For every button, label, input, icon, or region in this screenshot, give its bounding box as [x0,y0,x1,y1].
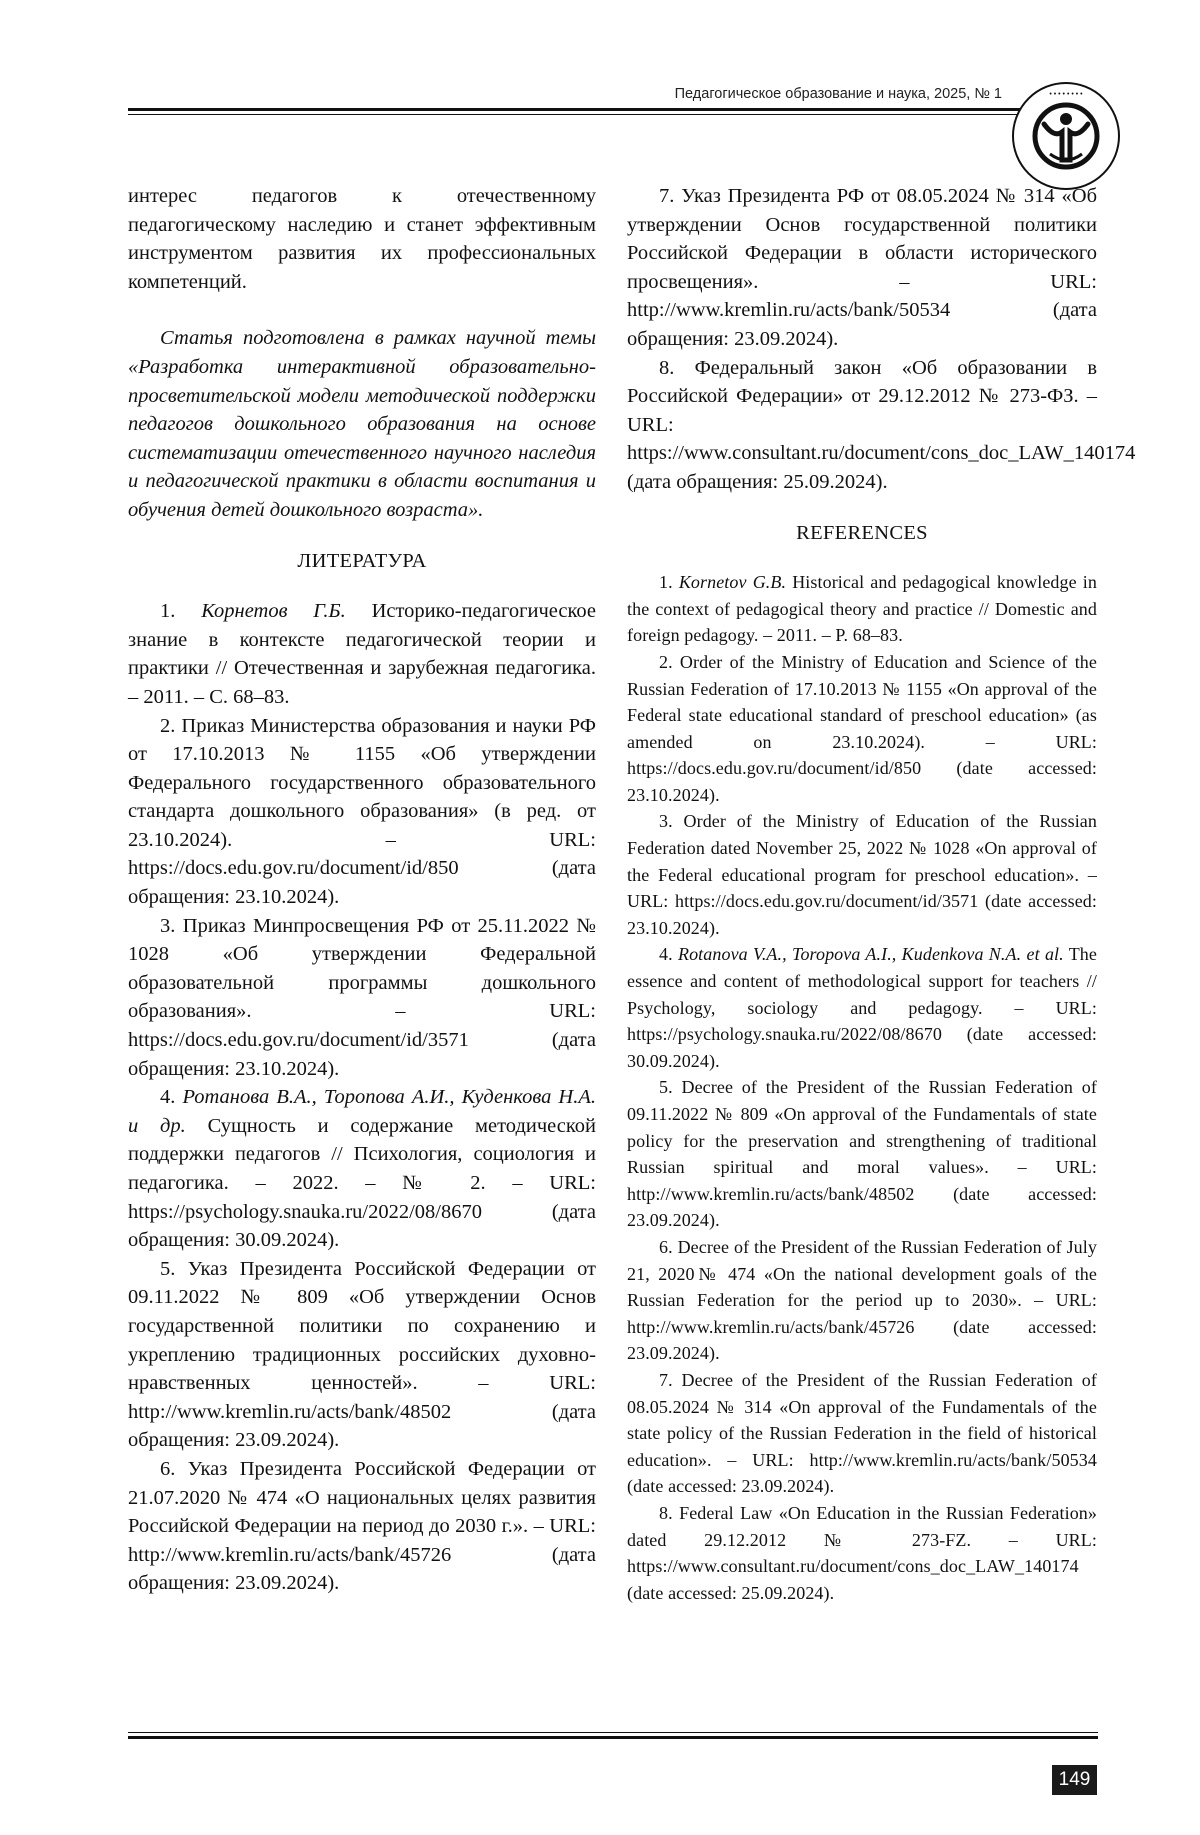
header-rule-thin [128,114,1028,115]
left-column [128,182,596,1598]
reference-item: 2. Приказ Министерства образования и науки РФ от 17.10.2013 № 1155 «Об утверждении Федерального государственного образовательного стандарта дошкольного образования» (в ред. от 23.10.2024). – URL: https://docs.edu.gov.ru/document/id/850 (дата обращения: 23.10.2024). [128,714,597,909]
reference-item: 2. Order of the Ministry of Education and Science of the Russian Federation of 17.10.2013 № 1155 «On approval of the Federal state educational standard of preschool education» (as amended on 23.10.2024). – URL: https://docs.edu.gov.ru/document/id/850 (date accessed: 23.10.2024). [627,651,1097,805]
reference-item: 3. Приказ Минпросвещения РФ от 25.11.2022 № 1028 «Об утверждении Федеральной образовательной программы дошкольного образования». – URL: https://docs.edu.gov.ru/document/id/3571 (дата обращения: 23.10.2024). [128,914,596,1080]
footer-rule-thin [128,1732,1098,1733]
reference-item: 6. Указ Президента Российской Федерации от 21.07.2020 № 474 «О национальных целях развития Российской Федерации на период до 2030 г.». – URL: http://www.kremlin.ru/acts/bank/45726 (дата обращения: 23.09.2024). [128,1457,597,1595]
svg-text:• • • • • • • •: • • • • • • • • [1049,91,1083,98]
right-column [627,182,1136,1606]
acknowledgment-text: Статья подготовлена в рамках научной темы «Разработка интерактивной образовательно-просветительской модели методической поддержки педагогов дошкольного образования на основе систематизации отечественного научного наследия и педагогической практики в области воспитания и обучения детей дошкольного возраста». [128,327,596,521]
reference-item: 7. Указ Президента РФ от 08.05.2024 № 314 «Об утверждении Основ государственной политики Российской Федерации в области исторического просвещения». – URL: http://www.kremlin.ru/acts/bank/50534 (дата обращения: 23.09.2024). [627,185,1097,350]
page-number: 149 [1052,1765,1097,1795]
journal-header: Педагогическое образование и наука, 2025, № 1 [674,86,1002,102]
reference-item: 1. Корнетов Г.Б. Историко-педагогическое знание в контексте педагогической теории и практики // Отечественная и зарубежная педагогика. – 2011. – С. 68–83. [128,600,597,708]
reference-item: 6. Decree of the President of the Russian Federation of July 21, 2020№ 474 «On the national development goals of the Russian Federation for the period up to 2030». – URL: http://www.kremlin.ru/acts/bank/45726 (date accessed: 23.09.2024). [627,1236,1097,1364]
reference-item: 4. Rotanova V.A., Toropova A.I., Kudenkova N.A. et al. The essence and content of methodological support for teachers // Psychology, sociology and pedagogy. – URL: https://psychology.snauka.ru/2022/08/8670 (date accessed: 30.09.2024). [627,944,1097,1071]
reference-item: 8. Федеральный закон «Об образовании в Российской Федерации» от 29.12.2012 № 273-ФЗ. – URL: https://www.consultant.ru/document/cons_doc_LAW_140174 (дата обращения: 25.09.2024). [627,356,1136,493]
reference-item: 5. Указ Президента Российской Федерации от 09.11.2022 № 809 «Об утверждении Основ государственной политики по сохранению и укреплению традиционных российских духовно-нравственных ценностей». – URL: http://www.kremlin.ru/acts/bank/48502 (дата обращения: 23.09.2024). [128,1257,597,1452]
reference-item: 1. Kornetov G.B. Historical and pedagogical knowledge in the context of pedagogical theory and practice // Domestic and foreign pedagogy. – 2011. – P. 68–83. [627,572,1097,646]
footer-rule-thick [128,1736,1098,1739]
header-rule-thick [128,108,1028,111]
journal-logo [1010,80,1122,192]
literature-heading: ЛИТЕРАТУРА [297,549,427,572]
reference-item: 5. Decree of the President of the Russian Federation of 09.11.2022 № 809 «On approval of the Fundamentals of state policy for the preservation and strengthening of traditional Russian spiritual and moral values». – URL: http://www.kremlin.ru/acts/bank/48502 (date accessed: 23.09.2024). [627,1077,1097,1231]
reference-item: 4. Ротанова В.А., Торопова А.И., Куденкова Н.А. и др. Сущность и содержание методической поддержки педагогов // Психология, социология и педагогика. – 2022. – № 2. – URL: https://psychology.snauka.ru/2022/08/8670 (дата обращения: 30.09.2024). [128,1086,597,1252]
references-english [627,569,1097,1606]
conclusion-text: интерес педагогов к отечественному педагогическому наследию и станет эффективным инструментом развития их профессиональных компетенций. [128,185,596,293]
reference-item: 8. Federal Law «On Education in the Russian Federation» dated 29.12.2012 № 273-FZ. – URL: https://www.consultant.ru/document/cons_doc_LAW_140174 (date accessed: 25.09.2024). [627,1502,1097,1603]
reference-item: 7. Decree of the President of the Russian Federation of 08.05.2024 № 314 «On approval of the Fundamentals of the state policy of the Russian Federation in the field of historical education». – URL: http://www.kremlin.ru/acts/bank/50534 (date accessed: 23.09.2024). [627,1369,1097,1497]
references-heading: REFERENCES [796,521,928,544]
reference-item: 3. Order of the Ministry of Education of the Russian Federation dated November 25, 2022 № 1028 «On approval of the Federal educational program for preschool education». – URL: https://docs.edu.gov.ru/document/id/3571 (date accessed: 23.10.2024). [627,811,1097,938]
